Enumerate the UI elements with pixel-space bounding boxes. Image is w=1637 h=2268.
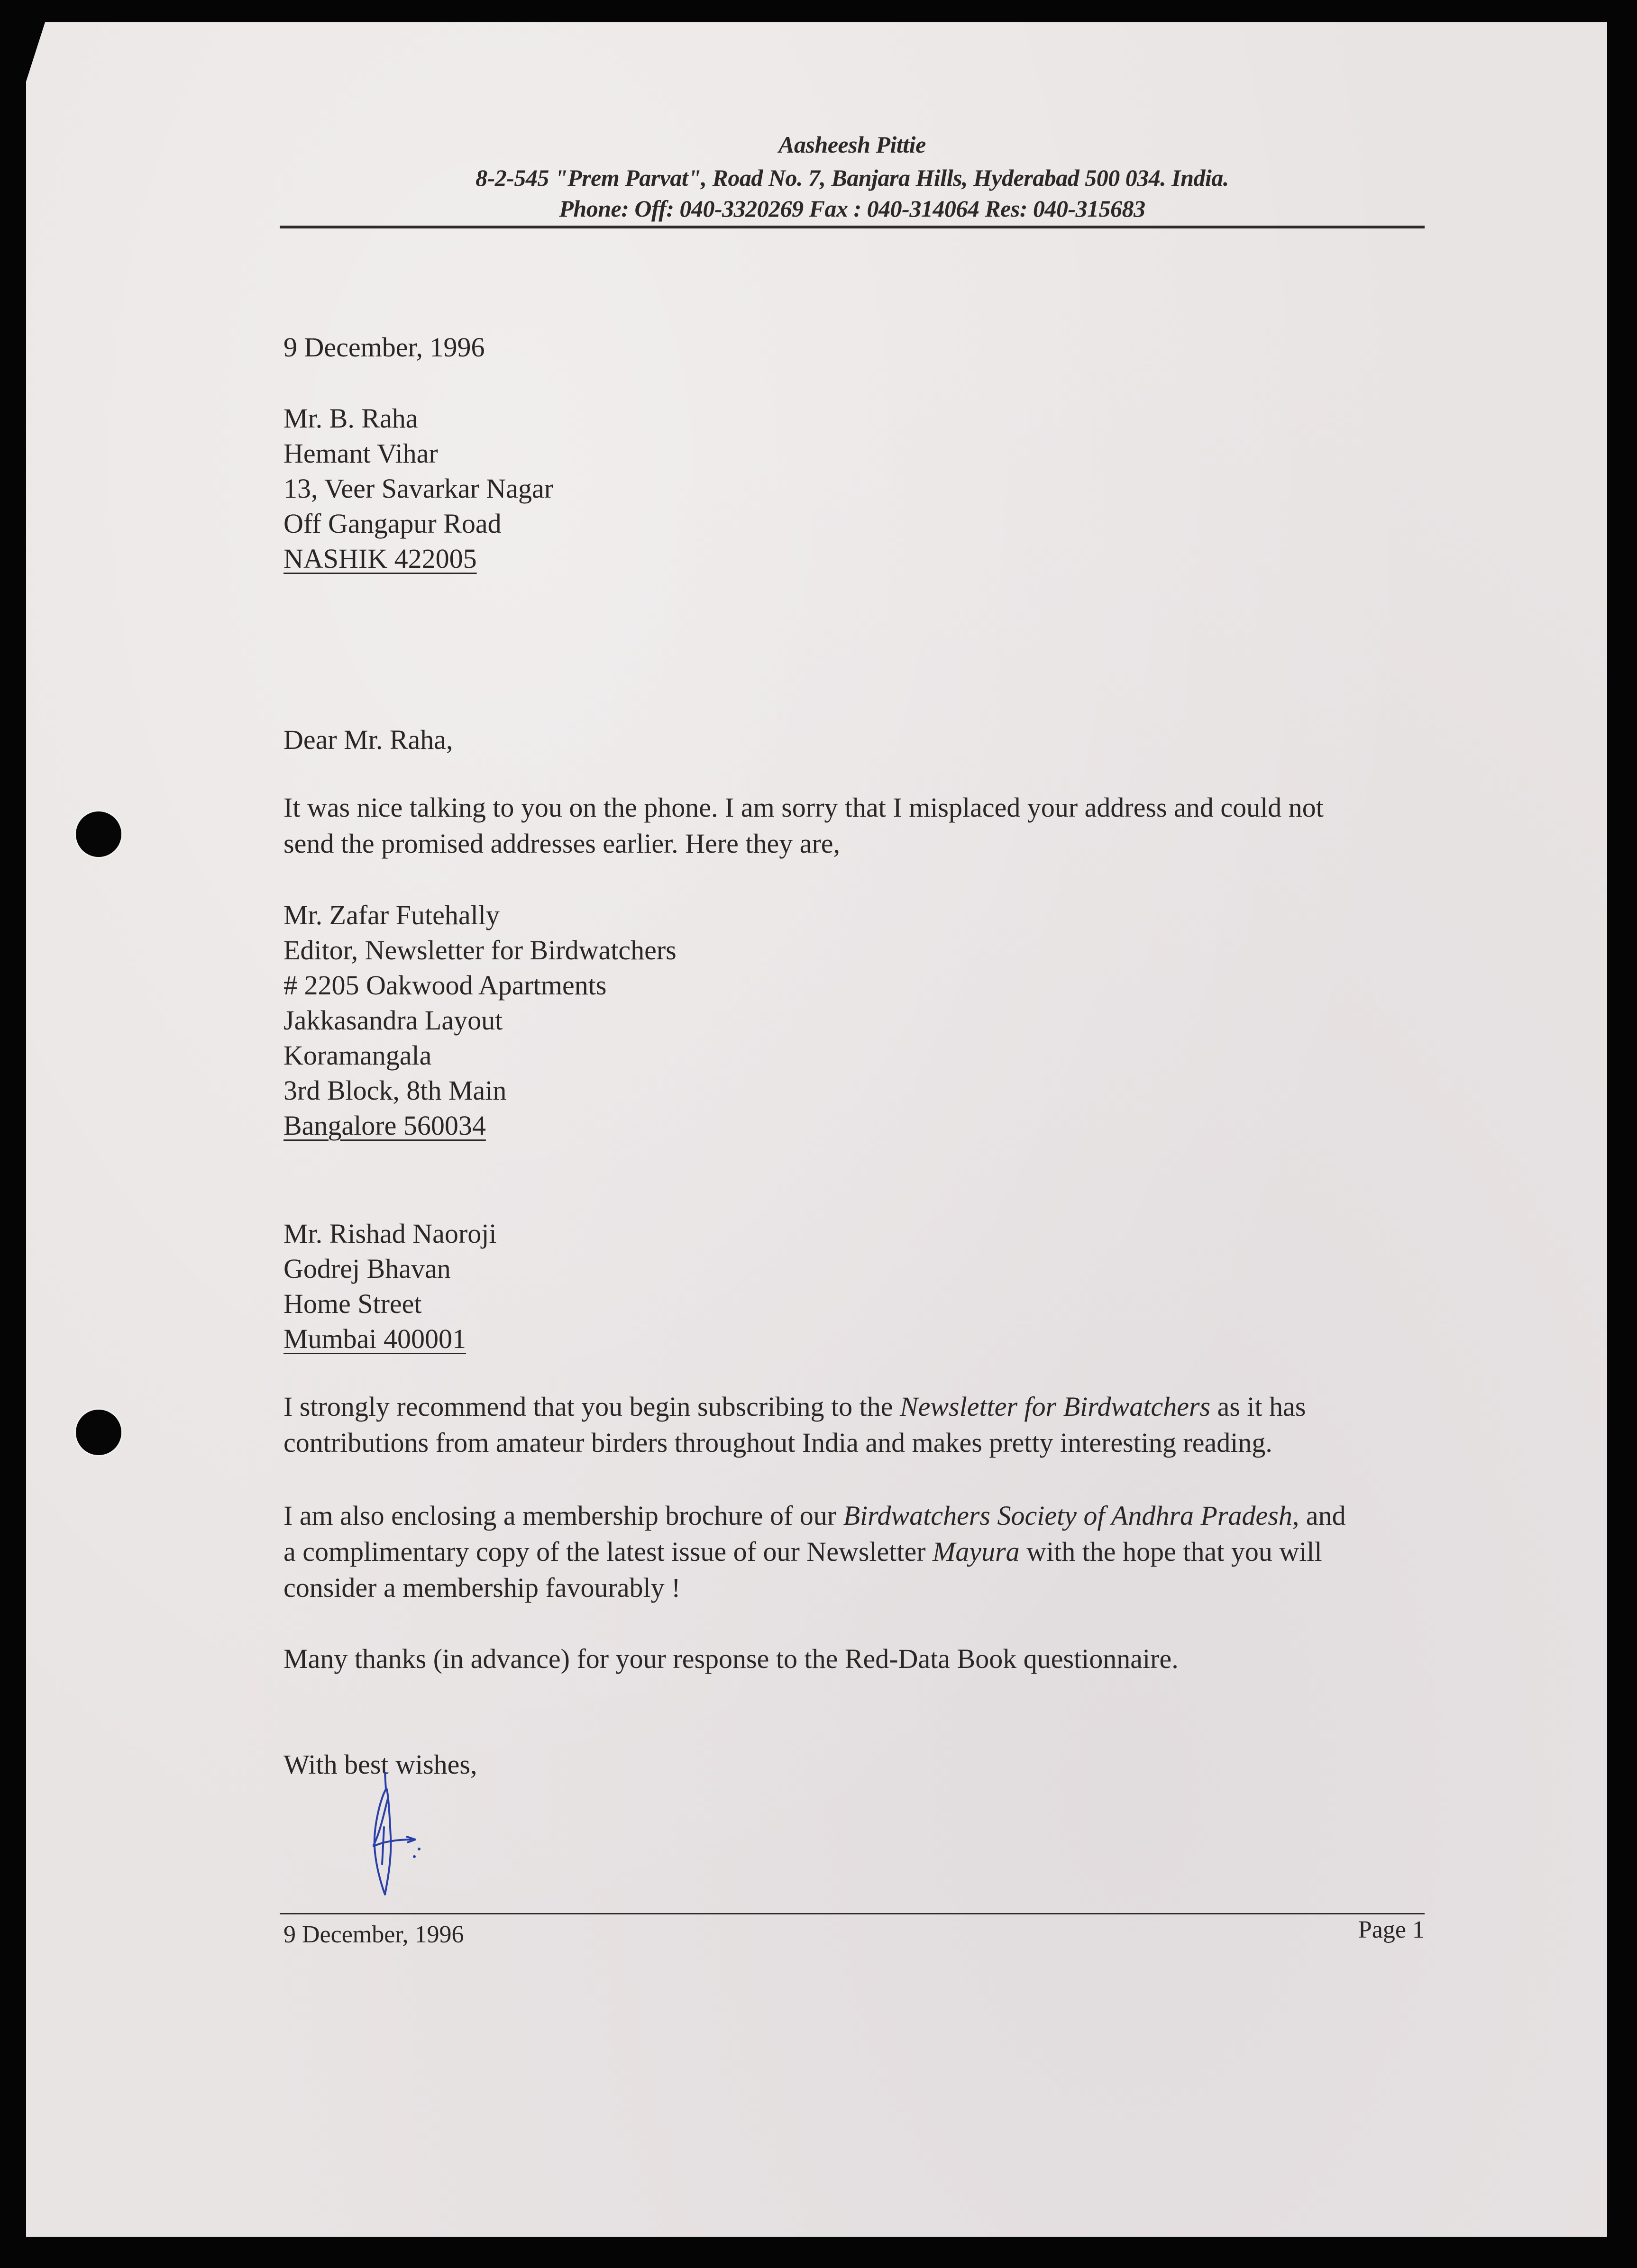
text-run: , and — [1292, 1500, 1346, 1531]
letter-date: 9 December, 1996 — [284, 332, 485, 363]
signature-strokes — [374, 1773, 415, 1895]
paragraph-line: contributions from amateur birders throughout India and makes pretty interesting reading. — [284, 1427, 1272, 1458]
address1-line: Koramangala — [284, 1040, 432, 1071]
paragraph-line: Many thanks (in advance) for your response to the Red-Data Book questionnaire. — [284, 1643, 1179, 1674]
signature-dot — [418, 1848, 421, 1850]
address1-line: Editor, Newsletter for Birdwatchers — [284, 935, 677, 965]
paragraph-line: send the promised addresses earlier. Here they are, — [284, 828, 841, 859]
address2-line: Godrej Bhavan — [284, 1253, 451, 1284]
paragraph-intro — [284, 790, 1431, 862]
newsletter-name: Mayura — [933, 1536, 1020, 1567]
text-run: a complimentary copy of the latest issue of our Newsletter — [284, 1536, 933, 1567]
recipient-city: NASHIK 422005 — [284, 543, 477, 574]
paragraph-thanks — [284, 1641, 1431, 1677]
footer-rule — [280, 1913, 1425, 1914]
letterhead-phone: Phone: Off: 040-3320269 Fax : 040-314064 Res: 040-315683 — [559, 195, 1145, 222]
text-run: I strongly recommend that you begin subscribing to the — [284, 1391, 900, 1422]
letterhead-name: Aasheesh Pittie — [778, 131, 926, 158]
letterhead-address: 8-2-545 "Prem Parvat", Road No. 7, Banjara Hills, Hyderabad 500 034. India. — [476, 164, 1229, 191]
paragraph-line: It was nice talking to you on the phone. I am sorry that I misplaced your address and could not — [284, 792, 1324, 823]
letterhead-rule — [280, 226, 1425, 228]
paragraph-recommendation — [284, 1389, 1431, 1461]
paragraph-line — [284, 1389, 1431, 1425]
recipient-line: Hemant Vihar — [284, 438, 438, 469]
address1-line: 3rd Block, 8th Main — [284, 1075, 507, 1106]
signature — [351, 1770, 436, 1903]
recipient-line: Mr. B. Raha — [284, 403, 418, 434]
letter-page — [26, 22, 1607, 2237]
punch-hole — [76, 811, 121, 857]
address2-line: Home Street — [284, 1288, 422, 1319]
paragraph-membership — [284, 1498, 1431, 1606]
text-run: with the hope that you will — [1019, 1536, 1322, 1567]
text-run: as it has — [1210, 1391, 1306, 1422]
paragraph-line — [284, 1498, 1431, 1534]
signature-dot — [413, 1855, 416, 1858]
address2-city: Mumbai 400001 — [284, 1323, 466, 1354]
footer-date: 9 December, 1996 — [284, 1921, 464, 1948]
punch-hole — [76, 1410, 121, 1455]
recipient-line: Off Gangapur Road — [284, 508, 502, 539]
recipient-line: 13, Veer Savarkar Nagar — [284, 473, 554, 504]
newsletter-title: Newsletter for Birdwatchers — [899, 1391, 1211, 1422]
footer-page-number: Page 1 — [1358, 1916, 1425, 1943]
text-run: I am also enclosing a membership brochure of our — [284, 1500, 843, 1531]
address1-line: Jakkasandra Layout — [284, 1005, 503, 1036]
address1-city: Bangalore 560034 — [284, 1110, 486, 1141]
paragraph-line: consider a membership favourably ! — [284, 1572, 681, 1603]
address2-line: Mr. Rishad Naoroji — [284, 1218, 497, 1249]
society-name: Birdwatchers Society of Andhra Pradesh — [843, 1500, 1292, 1531]
address1-line: Mr. Zafar Futehally — [284, 900, 500, 930]
address1-line: # 2205 Oakwood Apartments — [284, 970, 607, 1001]
closing: With best wishes, — [284, 1749, 477, 1780]
paragraph-line — [284, 1534, 1431, 1570]
salutation: Dear Mr. Raha, — [284, 724, 453, 755]
